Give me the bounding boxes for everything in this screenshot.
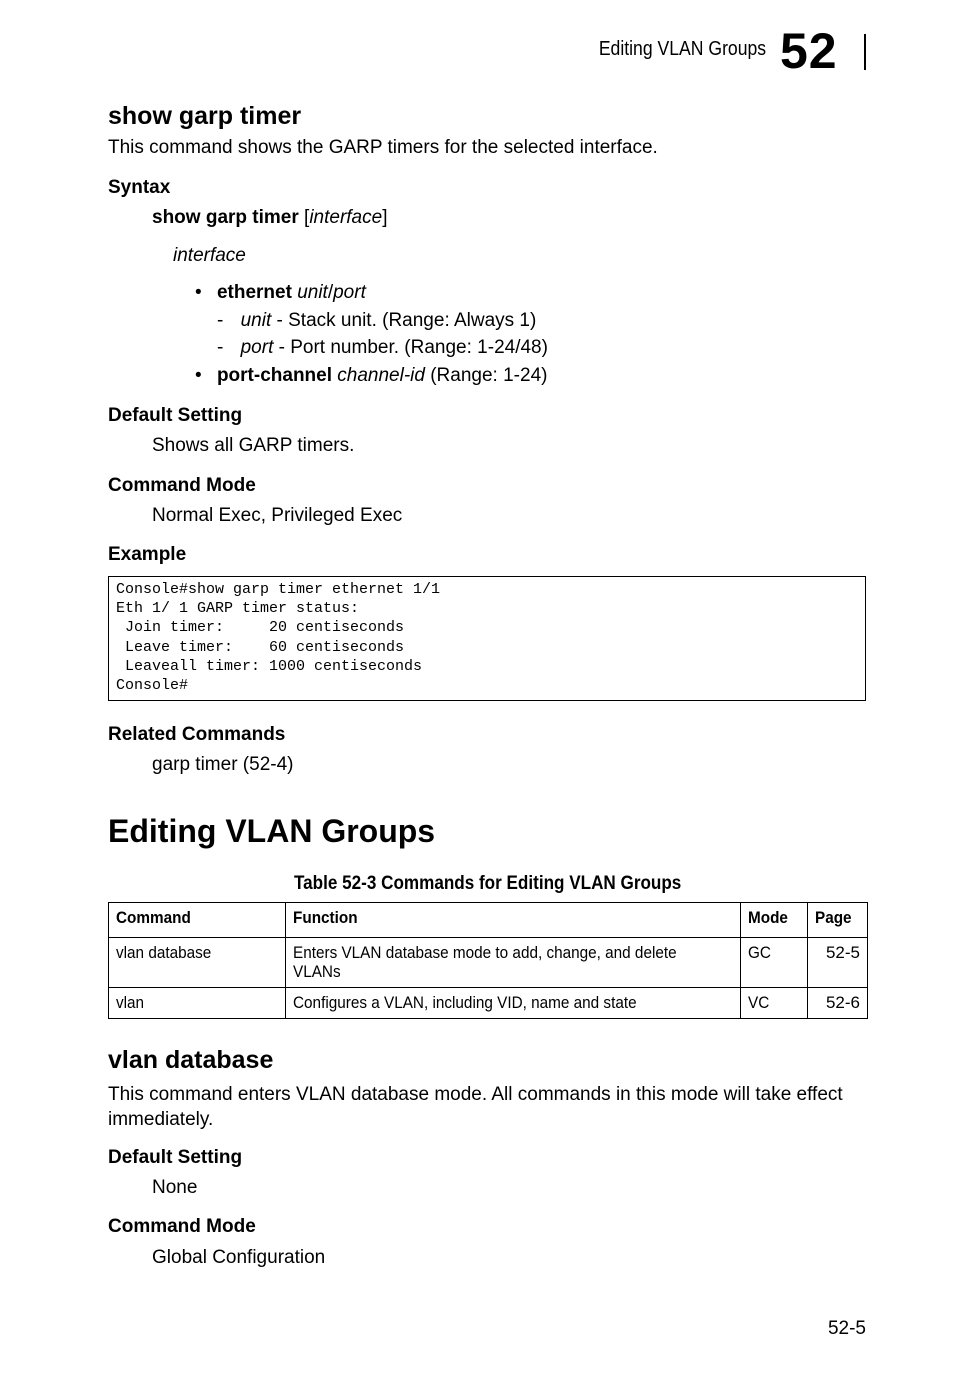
example-code-box bbox=[108, 576, 866, 701]
bullet-dot: • bbox=[195, 365, 202, 386]
command-title: show garp timer bbox=[108, 102, 302, 130]
code-line: Eth 1/ 1 GARP timer status: bbox=[116, 600, 360, 617]
header-divider bbox=[864, 34, 866, 70]
default-setting-value: Shows all GARP timers. bbox=[152, 435, 355, 456]
table-cell: vlan database bbox=[109, 938, 286, 988]
page-number: 52-5 bbox=[827, 1318, 866, 1339]
command-mode-value: Normal Exec, Privileged Exec bbox=[152, 505, 403, 526]
command-mode-value: Global Configuration bbox=[152, 1247, 326, 1268]
sub-dash: - bbox=[217, 310, 224, 331]
table-header-cell: Page bbox=[807, 903, 867, 938]
table-cell: vlan bbox=[109, 988, 286, 1019]
section-title: Editing VLAN Groups bbox=[108, 813, 436, 849]
sub-item-unit-desc: - Stack unit. (Range: Always 1) bbox=[271, 310, 537, 331]
table-header-cell: Command bbox=[109, 903, 286, 938]
syntax-bracket-close: ] bbox=[382, 207, 388, 228]
bullet-port-channel-keyword: port-channel bbox=[216, 365, 332, 386]
table-cell: Enters VLAN database mode to add, change, and delete VLANs bbox=[286, 938, 741, 988]
sub-item-port bbox=[217, 337, 548, 359]
table-header-row bbox=[109, 903, 868, 938]
syntax-parameter: interface bbox=[309, 207, 383, 228]
bullet-ethernet-keyword: ethernet bbox=[216, 282, 292, 303]
sub-item-unit-name: unit bbox=[240, 310, 272, 331]
syntax-bracket-open: [ bbox=[298, 207, 310, 228]
parameter-name: interface bbox=[173, 245, 246, 266]
sub-dash: - bbox=[217, 337, 224, 358]
table-cell: 52-5 bbox=[807, 938, 867, 988]
related-commands-value: garp timer (52-4) bbox=[152, 754, 294, 775]
sub-item-port-name: port bbox=[240, 337, 274, 358]
command-title: vlan database bbox=[108, 1046, 274, 1074]
code-line: Console#show garp timer ethernet 1/1 bbox=[116, 581, 441, 598]
bullet-port-channel bbox=[195, 365, 547, 387]
default-setting-heading: Default Setting bbox=[108, 1147, 243, 1168]
command-description: This command shows the GARP timers for the selected interface. bbox=[108, 137, 658, 158]
table-cell: VC bbox=[741, 988, 808, 1019]
bullet-dot: • bbox=[195, 282, 202, 303]
command-description: This command enters VLAN database mode. All commands in this mode will take effect immediately. bbox=[108, 1084, 843, 1130]
syntax-command: show garp timer bbox=[152, 207, 299, 228]
table-row bbox=[109, 988, 868, 1019]
running-header-title: Editing VLAN Groups bbox=[598, 38, 766, 60]
sub-item-unit bbox=[217, 310, 536, 332]
bullet-ethernet-port: port bbox=[333, 282, 366, 303]
code-line: Console# bbox=[116, 677, 189, 694]
bullet-port-channel-range: (Range: 1-24) bbox=[424, 365, 548, 386]
code-line: Leaveall timer: 1000 centiseconds bbox=[116, 658, 423, 675]
syntax-line bbox=[152, 207, 387, 229]
bullet-ethernet-slash: / bbox=[327, 282, 334, 303]
code-line: Join timer: 20 centiseconds bbox=[116, 619, 405, 636]
table-cell: GC bbox=[741, 938, 808, 988]
related-commands-heading: Related Commands bbox=[108, 724, 286, 745]
commands-table bbox=[108, 902, 868, 1019]
bullet-ethernet bbox=[195, 282, 366, 304]
chapter-number: 52 bbox=[780, 23, 838, 79]
table-header-cell: Mode bbox=[741, 903, 808, 938]
code-line: Leave timer: 60 centiseconds bbox=[116, 639, 405, 656]
default-setting-heading: Default Setting bbox=[108, 405, 243, 426]
table-row bbox=[109, 938, 868, 988]
example-heading: Example bbox=[108, 544, 187, 565]
default-setting-value: None bbox=[152, 1177, 198, 1198]
table-cell: 52-6 bbox=[807, 988, 867, 1019]
syntax-heading: Syntax bbox=[108, 177, 171, 198]
bullet-ethernet-unit: unit bbox=[297, 282, 328, 303]
command-mode-heading: Command Mode bbox=[108, 1216, 256, 1237]
table-header-cell: Function bbox=[286, 903, 741, 938]
table-cell: Configures a VLAN, including VID, name and state bbox=[286, 988, 741, 1019]
table-caption: Table 52-3 Commands for Editing VLAN Groups bbox=[294, 873, 682, 894]
command-mode-heading: Command Mode bbox=[108, 475, 256, 496]
bullet-port-channel-param: channel-id bbox=[337, 365, 425, 386]
sub-item-port-desc: - Port number. (Range: 1-24/48) bbox=[273, 337, 548, 358]
